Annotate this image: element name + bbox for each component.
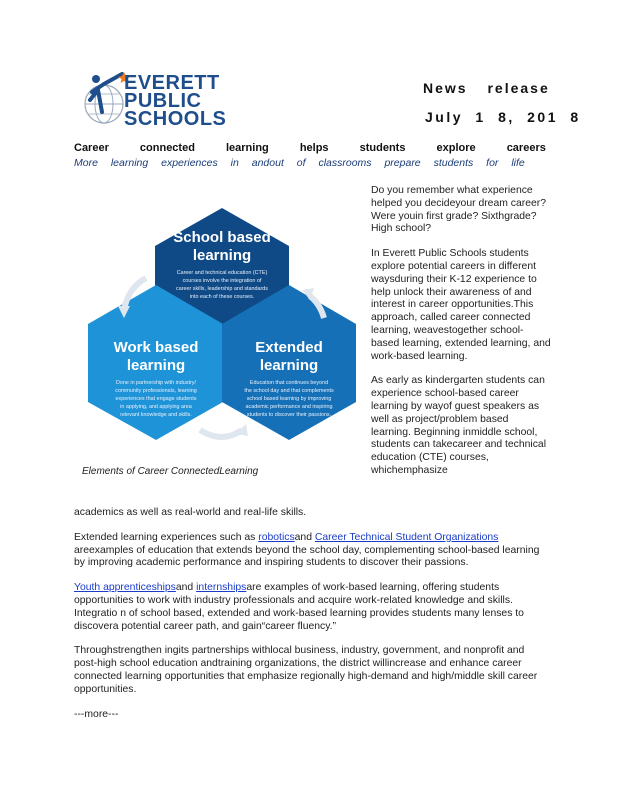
extended-title-2: learning: [259, 357, 319, 374]
logo-text-line1: EVERETT: [124, 72, 220, 94]
work-based-title-1: Work based: [113, 339, 199, 356]
school-based-desc-1: Career and technical education (CTE): [176, 270, 268, 276]
more-indicator: ---more---: [74, 708, 119, 720]
work-based-desc-4: in applying, and applying area: [120, 404, 192, 410]
extended-title-1: Extended: [255, 339, 323, 356]
cycle-arrow-bottom: [200, 430, 242, 437]
extended-learning-paragraph: [74, 532, 546, 570]
intro-paragraph-3: As early as kindergarten students can experience school-based career learning by wayof guest speakers as well as project/problem based learning. Beginning inmiddle school, students can takecareer and technical education (CTE) courses, whichemphasize: [371, 375, 547, 476]
work-text-2: are examples of work-based learning, offering students opportunities to work with industry professionals and acquire work-related knowledge and skills. Integratio n of school based, extended and work-based learning provides students many lenses to discovera potential career path, and gain“career fluency.”: [74, 582, 524, 632]
school-based-title-1: School based: [173, 229, 271, 246]
work-based-title-2: learning: [126, 357, 186, 374]
career-learning-diagram: [80, 178, 365, 463]
extended-desc-1: Education that continues beyond: [249, 380, 329, 386]
school-based-desc-2: courses involve the integration of: [182, 278, 262, 284]
intro-paragraph-2: In Everett Public Schools students explore potential careers in different waysduring their K-12 experience to help unlock their awareness of and interest in career opportunities.This approach, called career connected learning, weavestogether school-based learning, extended learning, and work-based learning.: [371, 248, 551, 362]
intro-paragraph-1: Do you remember what experience helped you decideyour dream career?Were youin first grade? Sixthgrade? High school?: [371, 185, 547, 235]
logo-text-line3: SCHOOLS: [124, 108, 227, 130]
work-based-paragraph: [74, 582, 546, 633]
school-based-desc-3: career skills, leadership and standards: [176, 286, 268, 292]
headline: Career connected learning helps students explore careers: [74, 142, 546, 154]
extended-desc-5: students to discover their passions.: [246, 412, 332, 418]
diagram-caption: Elements of Career ConnectedLearning: [82, 466, 259, 477]
continuation-text: academics as well as real-world and real-life skills.: [74, 507, 307, 518]
school-based-title-2: learning: [192, 247, 252, 264]
extended-desc-4: academic performance and inspiring: [245, 404, 333, 410]
intro-column: [371, 185, 551, 478]
extended-desc-3: school based learning by improving: [246, 396, 332, 402]
youth-apprenticeships-link[interactable]: Youth apprenticeships: [74, 582, 176, 594]
extended-desc-2: the school day and that complements: [244, 388, 334, 394]
logo-emblem-icon: [80, 70, 130, 128]
robotics-link[interactable]: robotics: [258, 531, 295, 543]
release-date: July 1 8, 201 8: [425, 109, 581, 125]
work-based-desc-5: relevant knowledge and skills.: [120, 412, 192, 418]
extended-text-2: and: [294, 531, 315, 543]
partnerships-paragraph: Throughstrengthen ingits partnerships withlocal business, industry, government, and nonprofit and post-high school education andtraining organizations, the district willincrease and enhance career connected learning opportunities that emphasize regionally high-demand and high/middle skill career opportunities.: [74, 645, 538, 695]
diagram-graphic: [80, 178, 365, 463]
extended-text-3: areexamples of education that extends beyond the school day, complementing school-based learning by improving academic performance and inspiring students to discover their passions.: [74, 544, 540, 569]
ctso-link[interactable]: Career Technical Student Organizations: [314, 531, 499, 543]
work-based-desc-1: Done in partnership with industry/: [115, 380, 197, 386]
logo-text-line2: PUBLIC: [124, 90, 202, 112]
subheadline: More learning experiences in andout of classrooms prepare students for life: [74, 157, 525, 169]
extended-text-1: Extended learning experiences such as: [74, 531, 259, 543]
work-based-desc-2: community professionals, learning: [115, 388, 197, 394]
work-text-1: and: [175, 582, 197, 594]
district-logo: [80, 70, 227, 130]
news-release-label: News release: [423, 80, 550, 96]
body-section: [74, 507, 546, 721]
internships-link[interactable]: internships: [196, 582, 247, 594]
school-based-desc-4: into each of these courses.: [189, 294, 255, 300]
work-based-desc-3: experiences that engage students: [115, 396, 197, 402]
